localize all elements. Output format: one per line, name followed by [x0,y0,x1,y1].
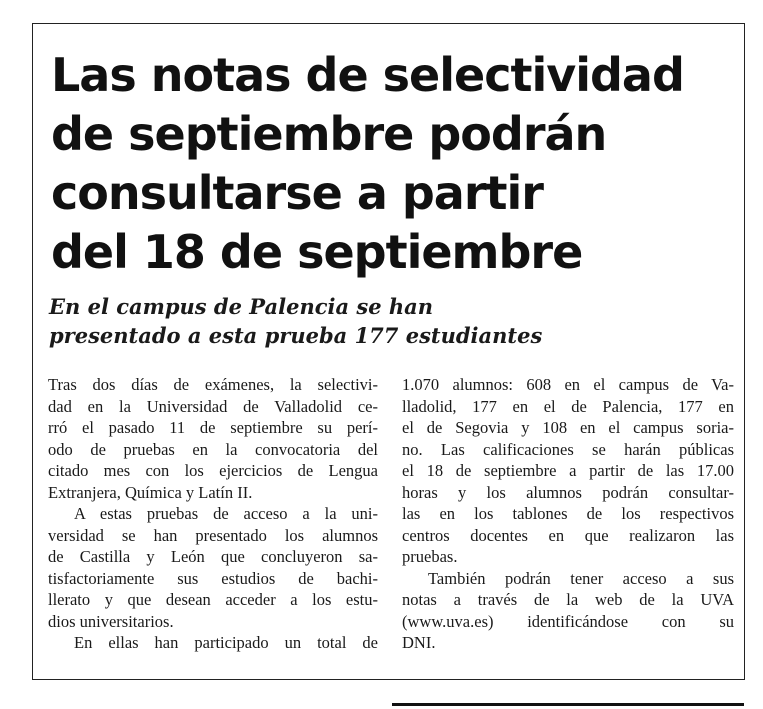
body-column-left [48,374,378,654]
body-line: Extranjera, Química y Latín II. [48,482,253,502]
body-line: el de Segovia y 108 en el campus soria- [402,418,734,437]
body-line: dad en la Universidad de Valladolid ce- [48,396,378,416]
body-line: pruebas. [402,547,458,566]
newspaper-clipping [32,23,745,680]
body-line: dios universitarios. [48,611,174,631]
body-line: versidad se han presentado los alumnos [48,525,378,545]
body-line: lladolid, 177 en el de Palencia, 177 en [402,396,734,416]
page-rule [392,703,744,706]
body-line: las en los tablones de los respectivos [402,504,734,523]
body-line: centros docentes en que realizaron las [402,525,734,545]
subheadline [49,292,729,350]
subheadline-line: En el campus de Palencia se han [49,294,434,319]
body-line: odo de pruebas en la convocatoria del [48,439,378,459]
subheadline-line: presentado a esta prueba 177 estudiantes [49,323,543,348]
body-line: A estas pruebas de acceso a la uni- [74,504,378,523]
body-line: el 18 de septiembre a partir de las 17.00 [402,461,734,480]
body-line: (www.uva.es) identificándose con su [402,611,734,631]
body-line: 1.070 alumnos: 608 en el campus de Va- [402,375,734,394]
body-line: tisfactoriamente sus estudios de bachi- [48,568,378,588]
body-line: horas y los alumnos podrán consultar- [402,482,734,502]
headline-line: consultarse a partir [51,166,543,220]
body-line: notas a través de la web de la UVA [402,590,734,609]
headline [51,46,731,282]
body-line: citado mes con los ejercicios de Lengua [48,461,378,480]
body-column-right [402,374,734,654]
body-line: DNI. [402,633,436,652]
body-line: no. Las calificaciones se harán públicas [402,439,734,459]
body-line: rró el pasado 11 de septiembre su perí- [48,418,378,437]
headline-line: Las notas de selectividad [51,48,684,102]
body-line: llerato y que desean acceder a los estu- [48,590,378,609]
body-line: de Castilla y León que concluyeron sa- [48,547,378,566]
body-line: Tras dos días de exámenes, la selectivi- [48,375,378,394]
headline-line: del 18 de septiembre [51,225,583,279]
body-line: También podrán tener acceso a sus [428,568,734,588]
body-line: En ellas han participado un total de [74,633,378,652]
headline-line: de septiembre podrán [51,107,607,161]
